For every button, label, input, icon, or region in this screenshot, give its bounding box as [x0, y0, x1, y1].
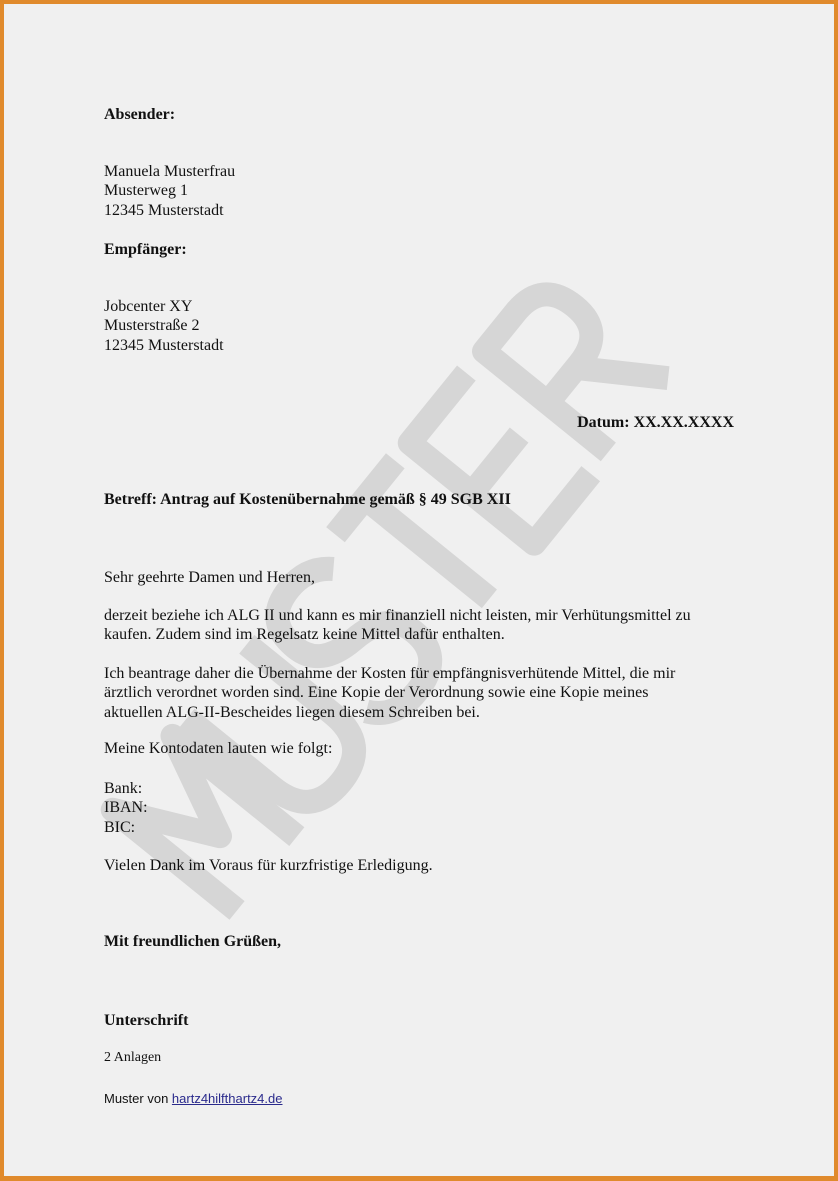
signature: Unterschrift: [104, 1012, 189, 1029]
text-line: derzeit beziehe ich ALG II und kann es mir finanziell nicht leisten, mir Verhütungsmittel zu: [104, 607, 691, 624]
text-line: kaufen. Zudem sind im Regelsatz keine Mittel dafür enthalten.: [104, 626, 505, 644]
address-line: Manuela Musterfrau: [104, 163, 236, 180]
recipient-label: Empfänger:: [104, 241, 187, 258]
document-page: [4, 4, 834, 1176]
address-line: Musterstraße 2: [104, 317, 200, 335]
bic-field: BIC:: [104, 818, 136, 836]
salutation: Sehr geehrte Damen und Herren,: [104, 569, 316, 586]
address-line: 12345 Musterstadt: [104, 336, 224, 354]
recipient-address: [104, 297, 224, 355]
date: Datum: XX.XX.XXXX: [577, 414, 734, 431]
attachments: 2 Anlagen: [104, 1050, 162, 1065]
address-line: Musterweg 1: [104, 182, 188, 200]
text-line: Ich beantrage daher die Übernahme der Kosten für empfängnisverhütende Mittel, die mir: [104, 665, 676, 682]
text-line: aktuellen ALG-II-Bescheides liegen diesem Schreiben bei.: [104, 703, 480, 721]
subject: Betreff: Antrag auf Kostenübernahme gemäß § 49 SGB XII: [104, 491, 511, 508]
closing: Mit freundlichen Grüßen,: [104, 933, 282, 950]
address-line: Jobcenter XY: [104, 298, 193, 315]
thanks: Vielen Dank im Voraus für kurzfristige Erledigung.: [104, 857, 433, 874]
sender-address: [104, 162, 235, 220]
paragraph-1: [104, 606, 691, 645]
source-note: [104, 1089, 283, 1108]
bank-intro: Meine Kontodaten lauten wie folgt:: [104, 740, 333, 757]
iban-field: IBAN:: [104, 799, 148, 817]
address-line: 12345 Musterstadt: [104, 201, 224, 219]
paragraph-2: [104, 664, 675, 722]
source-link[interactable]: hartz4hilfthartz4.de: [171, 1091, 283, 1106]
source-prefix: Muster von: [104, 1091, 172, 1106]
bank-fields: [104, 779, 148, 837]
bank-field: Bank:: [104, 780, 143, 797]
text-line: ärztlich verordnet worden sind. Eine Kopie der Verordnung sowie eine Kopie meines: [104, 684, 649, 702]
sender-label: Absender:: [104, 106, 176, 123]
